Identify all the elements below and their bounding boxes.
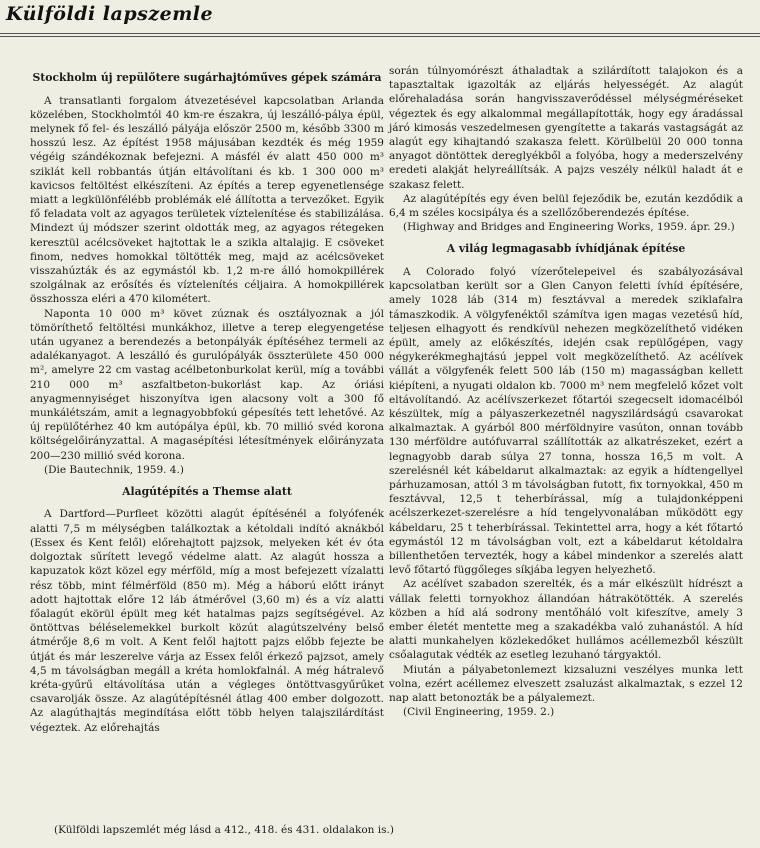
article-paragraph: Naponta 10 000 m³ követ zúznak és osztályoznak a jól tömöríthető feltöltési munkákhoz, illetve a terep elegyengetése után ugyanez a berendezés a betonpályák építéséhez termeli az adalékanyagot. A leszálló és gurulópályák összterülete 450 000 m², amelyre 22 cm vastag acélbetonburkolat kerül, míg a további 210 000 m³ aszfaltbeton-bukorlást kap. Az óriási anyagmennyiséget hiszonyítva igen alacsony volt a 300 fő munkálétszám, amit a legnagyobbfokú gépesítés tett lehetővé. Az új repülőtérhez 40 km autópálya épül, kb. 70 millió svéd korona költségelőirányzattal. A magasépítési létesítmények előirányzata 200—230 millió svéd korona. (30, 307, 384, 462)
article-paragraph: Az acélívet szabadon szerelték, és a már elkészült hídrészt a vállak feletti tornyokhoz állandóan hátrakötötték. A szerelés közben a híd alá sodrony mentőháló volt kifeszítve, amely 3 ember életét mentette meg a szakadékba való zuhanástól. A híd alatti munkahelyen közlekedőket hullámos acéllemezből készült csőalagutak védték az esetleg lezuhanó tárgyaktól. (389, 578, 743, 662)
article-paragraph: során túlnyomórészt áthaladtak a szilárdított talajokon és a tapasztaltak igazolták az eljárás helyességét. Az alagút előrehaladása során hangvisszaverődéssel mélységméréseket végeztek és egy alkalommal megállapították, hogy egy áradással járó kimosás veszedelmesen gyengítette a takarás vastagságát az alagút egy kihajtandó szakasza felett. Körülbelül 20 000 tonna anyagot döntöttek dereglyékből a folyóba, hogy a mederszelvény eredeti alakját helyreállítsák. A pajzs veszély nélkül haladt át e szakasz felett. (389, 65, 743, 191)
article-source: (Die Bautechnik, 1959. 4.) (44, 463, 184, 476)
footer-note: (Külföldi lapszemlét még lásd a 412., 418. és 431. oldalakon is.) (54, 824, 394, 836)
article-title-stockholm: Stockholm új repülőtere sugárhajtóműves gépek számára (32, 71, 382, 84)
header-rule-secondary (0, 36, 760, 37)
article-source: (Civil Engineering, 1959. 2.) (403, 706, 555, 719)
left-column (30, 71, 384, 735)
header-rule (0, 33, 760, 34)
article-paragraph: A transatlanti forgalom átvezetésével kapcsolatban Arlanda közelében, Stockholmtól 40 km-re északra, új leszálló-pálya épül, melynek fő fel- és leszálló pályája először 2500 m, később 3300 m hosszú lesz. Az építést 1958 májusában kezdték és még 1959 végéig szándékoznak befejezni. A másfél év alatt 450 000 m³ sziklát kell robbantás útján eltávolítani és kb. 1 300 000 m³ kavicsos feltöltést elkészíteni. Az építés a terep egyenetlensége miatt a legkülönfélébb problémák elé állította a tervezőket. Egyik fő feladata volt az agyagos területek víztelenítése és stabilizálása. Mindezt új módszer szerint oldották meg, az agyagos rétegeken keresztül acélcsöveket hajtottak le a szikla altalajig. E csöveket finom, nedves homokkal töltötték meg, majd az acélcsöveket visszahúzták és az egymástól kb. 1,2 m-re álló homokpillérek szolgálnak az erősítés és víztelenítés céljaira. A homokpillérek összhossza eléri a 470 kilométert. (30, 94, 384, 306)
article-paragraph: Miután a pályabetonlemezt kizsaluzni veszélyes munka lett volna, ezért acéllemez elveszett zsaluzást alkalmaztak, s ezzel 12 nap alatt betonozták be a pályalemezt. (389, 663, 743, 705)
article-title-themse: Alagútépítés a Themse alatt (122, 484, 292, 498)
article-title-ivhid: A világ legmagasabb ívhídjának építése (446, 242, 686, 256)
section-title: Külföldi lapszemle (6, 3, 214, 25)
article-paragraph: A Dartford—Purfleet közötti alagút építésénél a folyófenék alatti 7,5 m mélységben találkoztak a kétoldali indító aknákból (Essex és Kent felől) előrehajtott pajzsok, melyeken két év óta dolgoztak sűrített levegő védelme alatt. Az alagút hossza a kapuzatok közt közel egy mérföld, míg a most befejezett vízalatti rész több, mint félmérföld (850 m). Még a háború előtt irányt adott hajtottak előre 12 láb átmérővel (3,60 m) és a víz alatti főalagút ekörül épült meg két hatalmas pajzs segítségével. Az öntöttvas béléselemekkel burkolt közút alagútszelvény belső átmérője 8,6 m volt. A Kent felől hajtott pajzs előbb fejezte be útját és már leszerelve várja az Essex felől érkező pajzsot, amely 4,5 m távolságban megáll a kréta homlokfalnál. A még hátralevő kréta-gyűrű eltávolítása után a végleges öntöttvasgyűrűket csavarolják össze. Az alagútépítésnél átlag 400 ember dolgozott. Az alagúthajtás megindítása előtt több helyen talajszilárdítást végeztek. Az előrehajtás (30, 508, 384, 734)
article-paragraph: A Colorado folyó vízerőtelepeivel és szabályozásával kapcsolatban került sor a Glen Canyon feletti ívhíd építésére, amely 1028 láb (314 m) fesztávval a meredek sziklafalra támaszkodik. A völgyfenéktől számítva igen magas vezetésű híd, teljesen elhagyott és rendkívül nehezen megközelíthető vidéken épült, amely az előkészítés, idején csak repülőgépen, vagy négykerékmeghajtású jeppel volt megközelíthető. Az acélívek vállát a völgyfenék felett 500 láb (150 m) magasságban kellett kiépíteni, a nyugati oldalon kb. 7000 m³ nem megfelelő kőzet volt eltávolítandó. Az acélívszerkezet főtartói szegecselt idomacélból készültek, míg a pályaszerkezetnél nagyszilárdságú csavarokat alkalmaztak. A gyárból 800 mérföldnyire vasúton, onnan tovább 130 mérföldre autófuvarral szállították az alkatrészeket, ezért a legnagyobb darab súlya 27 tonna, hossza 16,5 m volt. A szerelésnél két kábeldarut alkalmaztak: az egyik a hídtengellyel párhuzamosan, attól 3 m távolságban futott, fix tornyokkal, 450 m fesztávval, 12,5 t teherbírással, míg a tulajdonképpeni acélszerkezet-szerelésre a híd tengelyvonalában működött egy kábeldaru, 25 t teherbírással. Tekintettel arra, hogy a két főtartó egymástól 12 m távolságban volt, ezt a kábeldarut kétoldalra billenthetően tervezték, hogy a kábel mindenkor a szerelés alatt levő főtartó függőleges síkjába legyen helyezhető. (389, 265, 743, 577)
article-paragraph: Az alagútépítés egy éven belül fejeződik be, ezután kezdődik a 6,4 m széles kocsipálya és a szellőzőberendezés építése. (389, 192, 743, 220)
right-column (389, 64, 743, 719)
article-source: (Highway and Bridges and Engineering Works, 1959. ápr. 29.) (403, 221, 735, 234)
